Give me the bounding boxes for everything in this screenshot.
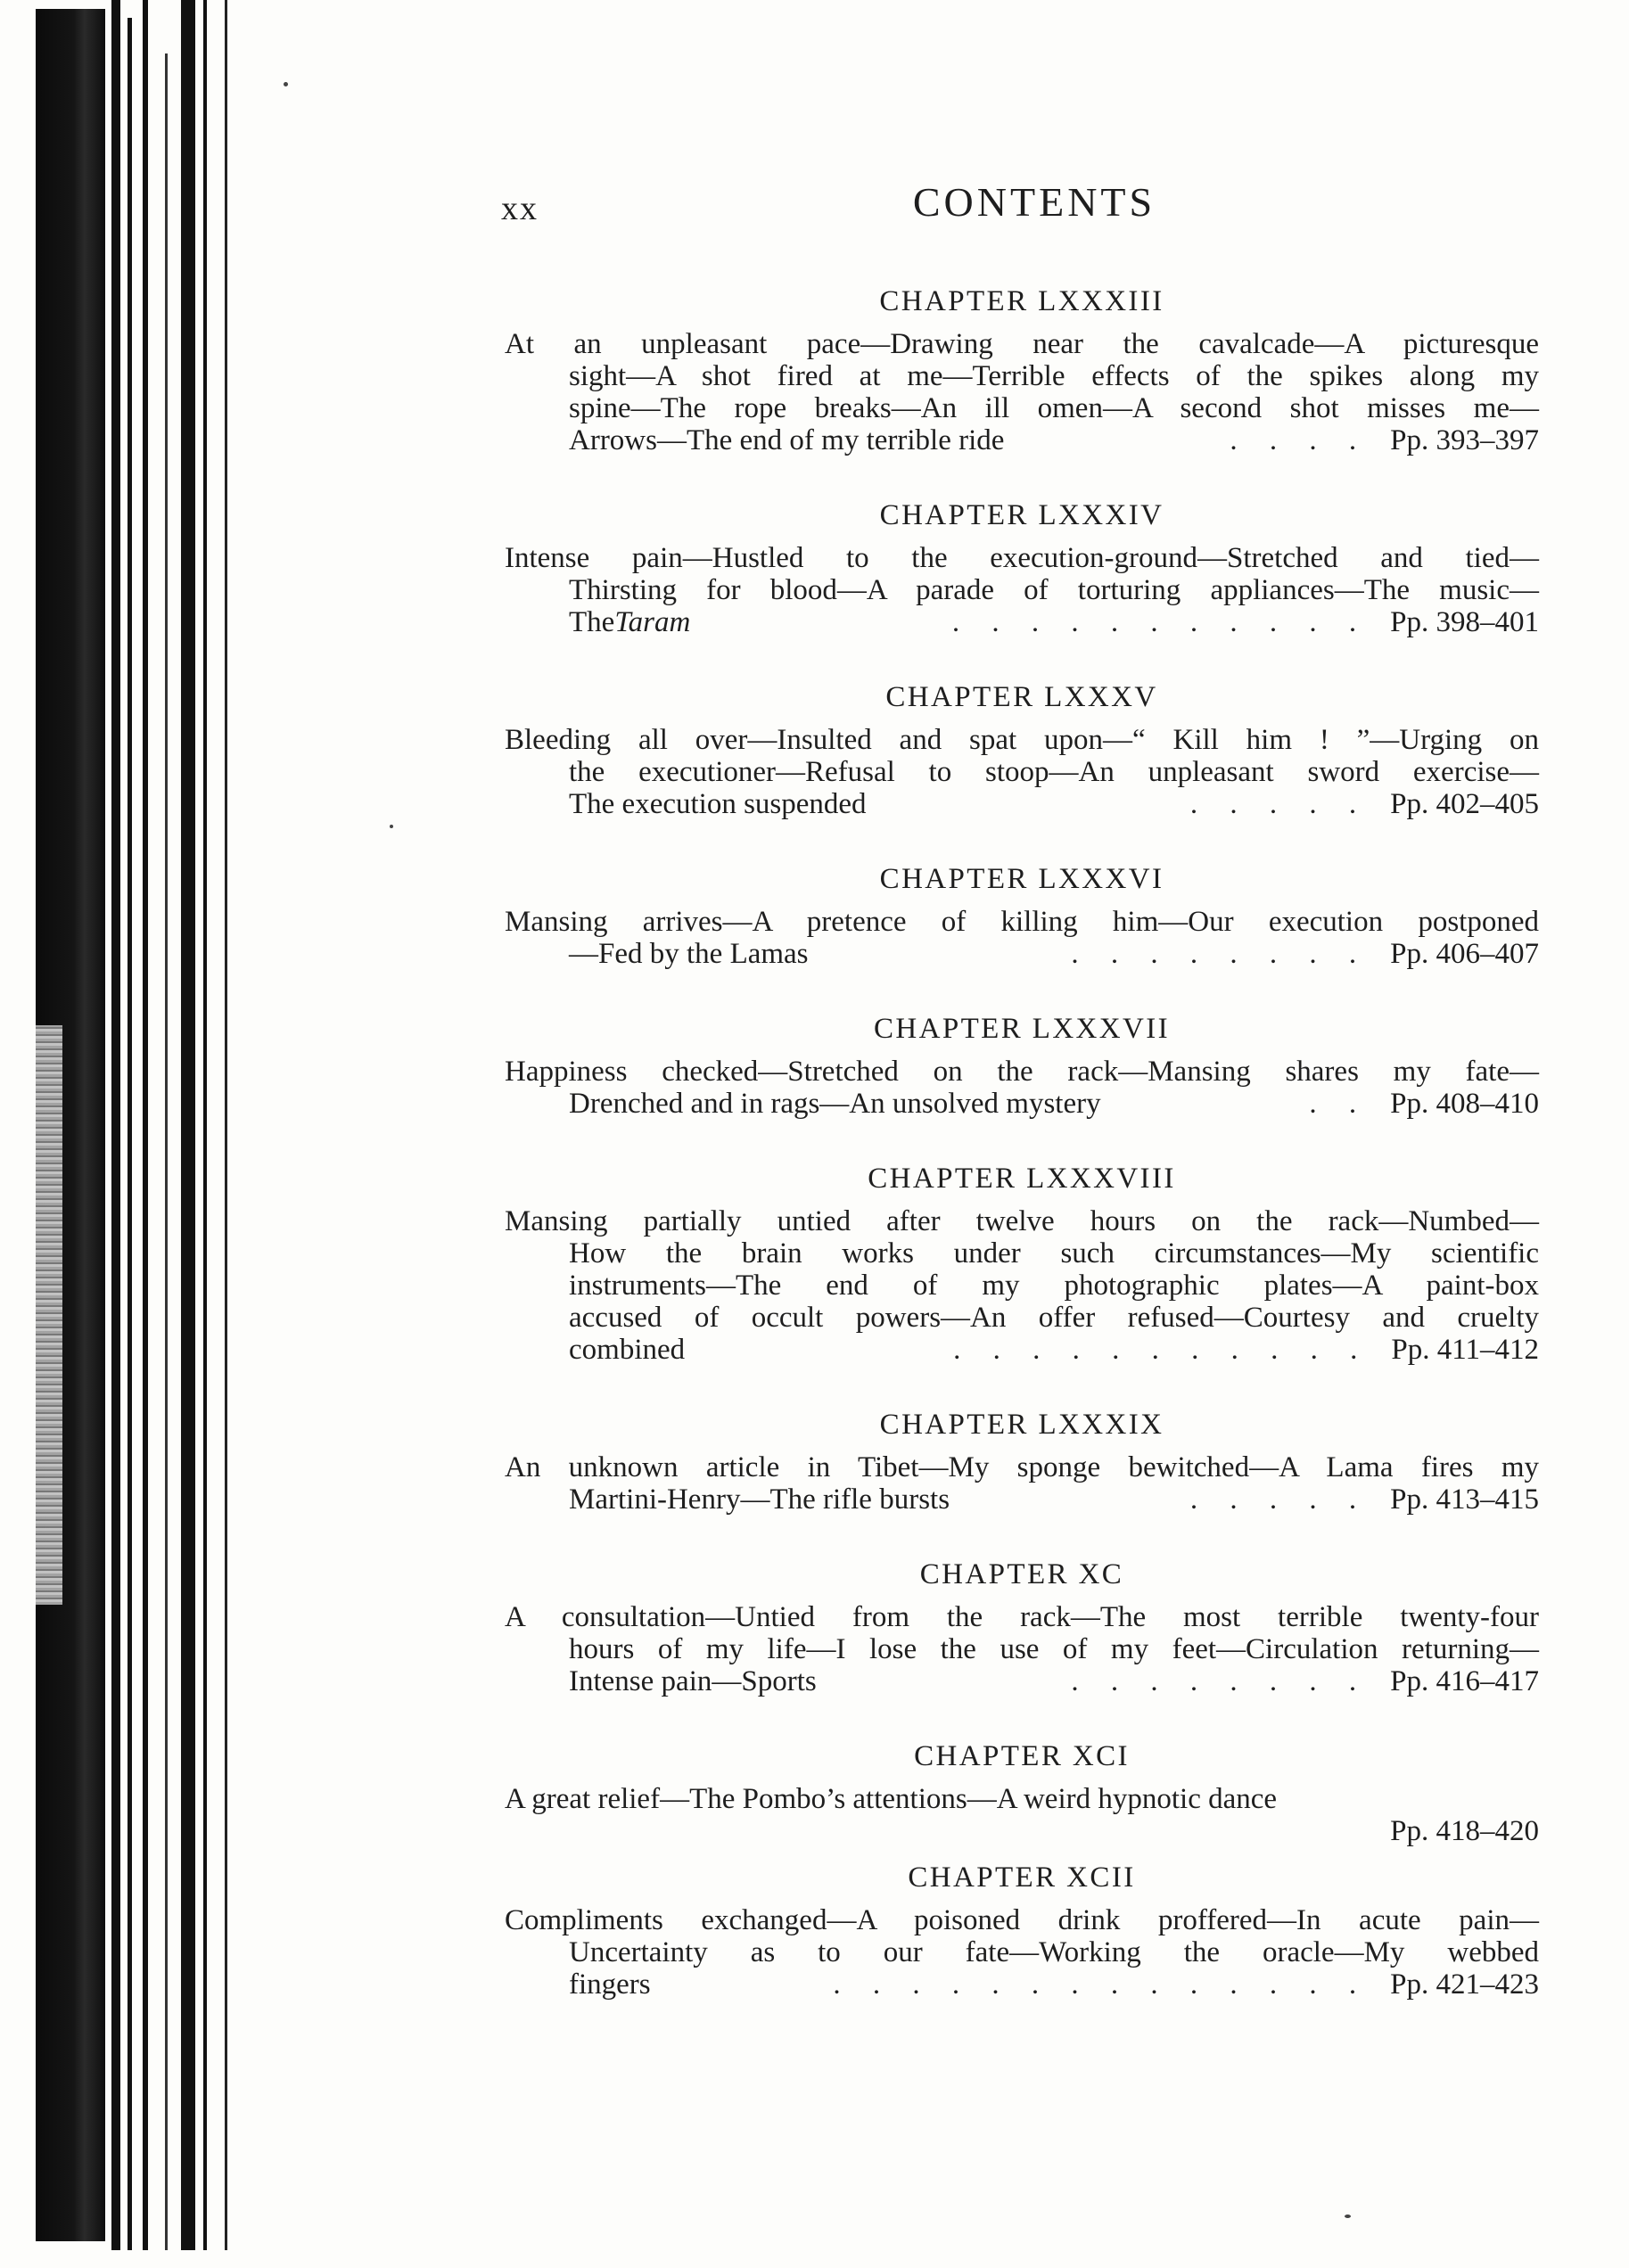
page-range: Pp. 413–415 <box>1390 1483 1539 1516</box>
chapter-entry <box>505 679 1539 820</box>
summary-text: fingers <box>569 1968 651 2001</box>
page-range: Pp. 408–410 <box>1390 1088 1539 1120</box>
chapter-summary-line: Happiness checked—Stretched on the rack—Mansing shares my fate— <box>505 1056 1539 1088</box>
summary-text: Drenched and in rags—An unsolved mystery <box>569 1088 1101 1120</box>
summary-text: The <box>569 606 615 638</box>
chapter-summary-line: At an unpleasant pace—Drawing near the cavalcade—A picturesque <box>505 328 1539 360</box>
chapter-summary-line <box>505 606 1539 638</box>
chapter-summary-line: accused of occult powers—An offer refused—Courtesy and cruelty <box>569 1302 1539 1334</box>
chapter-heading: CHAPTER LXXXIV <box>879 499 1164 531</box>
leader-dots: . . . . . <box>1189 1483 1370 1516</box>
leader-dots: . . <box>1309 1088 1370 1120</box>
entry-spacer <box>505 1366 1539 1407</box>
chapter-summary-line: Mansing partially untied after twelve hours on the rack—Numbed— <box>505 1205 1539 1237</box>
chapter-entry <box>505 861 1539 970</box>
chapter-summary-line <box>505 788 1539 820</box>
chapter-summary-line: How the brain works under such circumstances—My scientific <box>569 1237 1539 1270</box>
chapter-summary-line <box>505 1088 1539 1120</box>
chapter-heading: CHAPTER LXXXIX <box>879 1409 1164 1441</box>
chapter-heading: CHAPTER XC <box>919 1558 1124 1590</box>
chapter-summary-line: Intense pain—Hustled to the execution-ground—Stretched and tied— <box>505 542 1539 574</box>
page-folio: xx <box>501 190 539 227</box>
page-range: Pp. 411–412 <box>1391 1334 1539 1366</box>
chapter-summary-line: Uncertainty as to our fate—Working the oracle—My webbed <box>569 1936 1539 1968</box>
leader-dots: . . . . . <box>1189 788 1370 820</box>
leader-dots: . . . . . . . . . . . . . . <box>833 1968 1370 2001</box>
chapter-heading: CHAPTER LXXXIII <box>879 285 1164 317</box>
chapter-summary-line <box>505 1783 1539 1815</box>
page-range: Pp. 398–401 <box>1390 606 1539 638</box>
chapter-summary-line: An unknown article in Tibet—My sponge bewitched—A Lama fires my <box>505 1451 1539 1483</box>
chapter-summary-line <box>505 1665 1539 1697</box>
chapter-heading: CHAPTER LXXXVI <box>879 863 1164 895</box>
chapter-entry <box>505 1860 1539 2001</box>
chapter-entry <box>505 1738 1539 1847</box>
chapter-summary-line: Mansing arrives—A pretence of killing him—Our execution postponed <box>505 906 1539 938</box>
chapter-entry <box>505 1557 1539 1697</box>
chapter-entry <box>505 1161 1539 1366</box>
chapter-summary-line: spine—The rope breaks—An ill omen—A second shot misses me— <box>569 392 1539 424</box>
page-range: Pp. 418–420 <box>1390 1815 1539 1847</box>
chapter-heading: CHAPTER LXXXVII <box>873 1013 1171 1045</box>
chapter-summary-line: sight—A shot fired at me—Terrible effects of the spikes along my <box>569 360 1539 392</box>
entry-spacer <box>505 970 1539 1011</box>
summary-text: The execution suspended <box>569 788 867 820</box>
chapter-heading: CHAPTER LXXXV <box>885 681 1158 713</box>
leader-dots: . . . . . . . . . . . <box>951 606 1370 638</box>
leader-dots: . . . . . . . . <box>1071 938 1370 970</box>
chapter-summary-line <box>505 424 1539 456</box>
chapter-heading: CHAPTER XCI <box>914 1740 1130 1772</box>
page-range: Pp. 393–397 <box>1390 424 1539 456</box>
chapter-summary-line <box>505 938 1539 970</box>
entry-spacer <box>505 638 1539 679</box>
summary-text: —Fed by the Lamas <box>569 938 809 970</box>
leader-dots: . . . . . . . . . . . <box>953 1334 1370 1366</box>
chapter-summary-line: the executioner—Refusal to stoop—An unpleasant sword exercise— <box>569 756 1539 788</box>
chapter-summary-line: Compliments exchanged—A poisoned drink proffered—In acute pain— <box>505 1904 1539 1936</box>
chapter-entry <box>505 1407 1539 1516</box>
page-range: Pp. 406–407 <box>1390 938 1539 970</box>
chapter-entry <box>505 284 1539 456</box>
summary-text: Intense pain—Sports <box>569 1665 817 1697</box>
page-range: Pp. 421–423 <box>1390 1968 1539 2001</box>
summary-text: combined <box>569 1334 686 1366</box>
leader-dots: . . . . . . . . <box>1071 1665 1370 1697</box>
chapter-entry <box>505 497 1539 638</box>
entry-spacer <box>505 820 1539 861</box>
page-range: Pp. 416–417 <box>1390 1665 1539 1697</box>
chapter-summary-line: hours of my life—I lose the use of my feet—Circulation returning— <box>569 1633 1539 1665</box>
leader-dots: . . . . <box>1230 424 1370 456</box>
entry-spacer <box>505 1516 1539 1557</box>
chapter-summary-line: Thirsting for blood—A parade of torturing appliances—The music— <box>569 574 1539 606</box>
entry-spacer <box>505 1697 1539 1738</box>
summary-text: Arrows—The end of my terrible ride <box>569 424 1005 456</box>
chapter-summary-line: Bleeding all over—Insulted and spat upon—“ Kill him ! ”—Urging on <box>505 724 1539 756</box>
chapter-summary-line <box>505 1483 1539 1516</box>
summary-text: A great relief—The Pombo’s attentions—A weird hypnotic dance <box>505 1783 1278 1815</box>
entry-spacer <box>505 1120 1539 1161</box>
chapter-list <box>505 284 1539 2001</box>
page-range: Pp. 402–405 <box>1390 788 1539 820</box>
entry-spacer <box>505 1847 1539 1860</box>
italic-term: Taram <box>614 606 691 638</box>
chapter-summary-line <box>505 1968 1539 2001</box>
chapter-summary-line: instruments—The end of my photographic plates—A paint-box <box>569 1270 1539 1302</box>
entry-spacer <box>505 456 1539 497</box>
page-title: CONTENTS <box>912 179 1156 225</box>
chapter-summary-line: A consultation—Untied from the rack—The most terrible twenty-four <box>505 1601 1539 1633</box>
chapter-heading: CHAPTER LXXXVIII <box>868 1163 1176 1195</box>
chapter-heading: CHAPTER XCII <box>908 1861 1136 1894</box>
chapter-entry <box>505 1011 1539 1120</box>
summary-text: Martini-Henry—The rifle bursts <box>569 1483 950 1516</box>
chapter-summary-line <box>505 1334 1539 1366</box>
